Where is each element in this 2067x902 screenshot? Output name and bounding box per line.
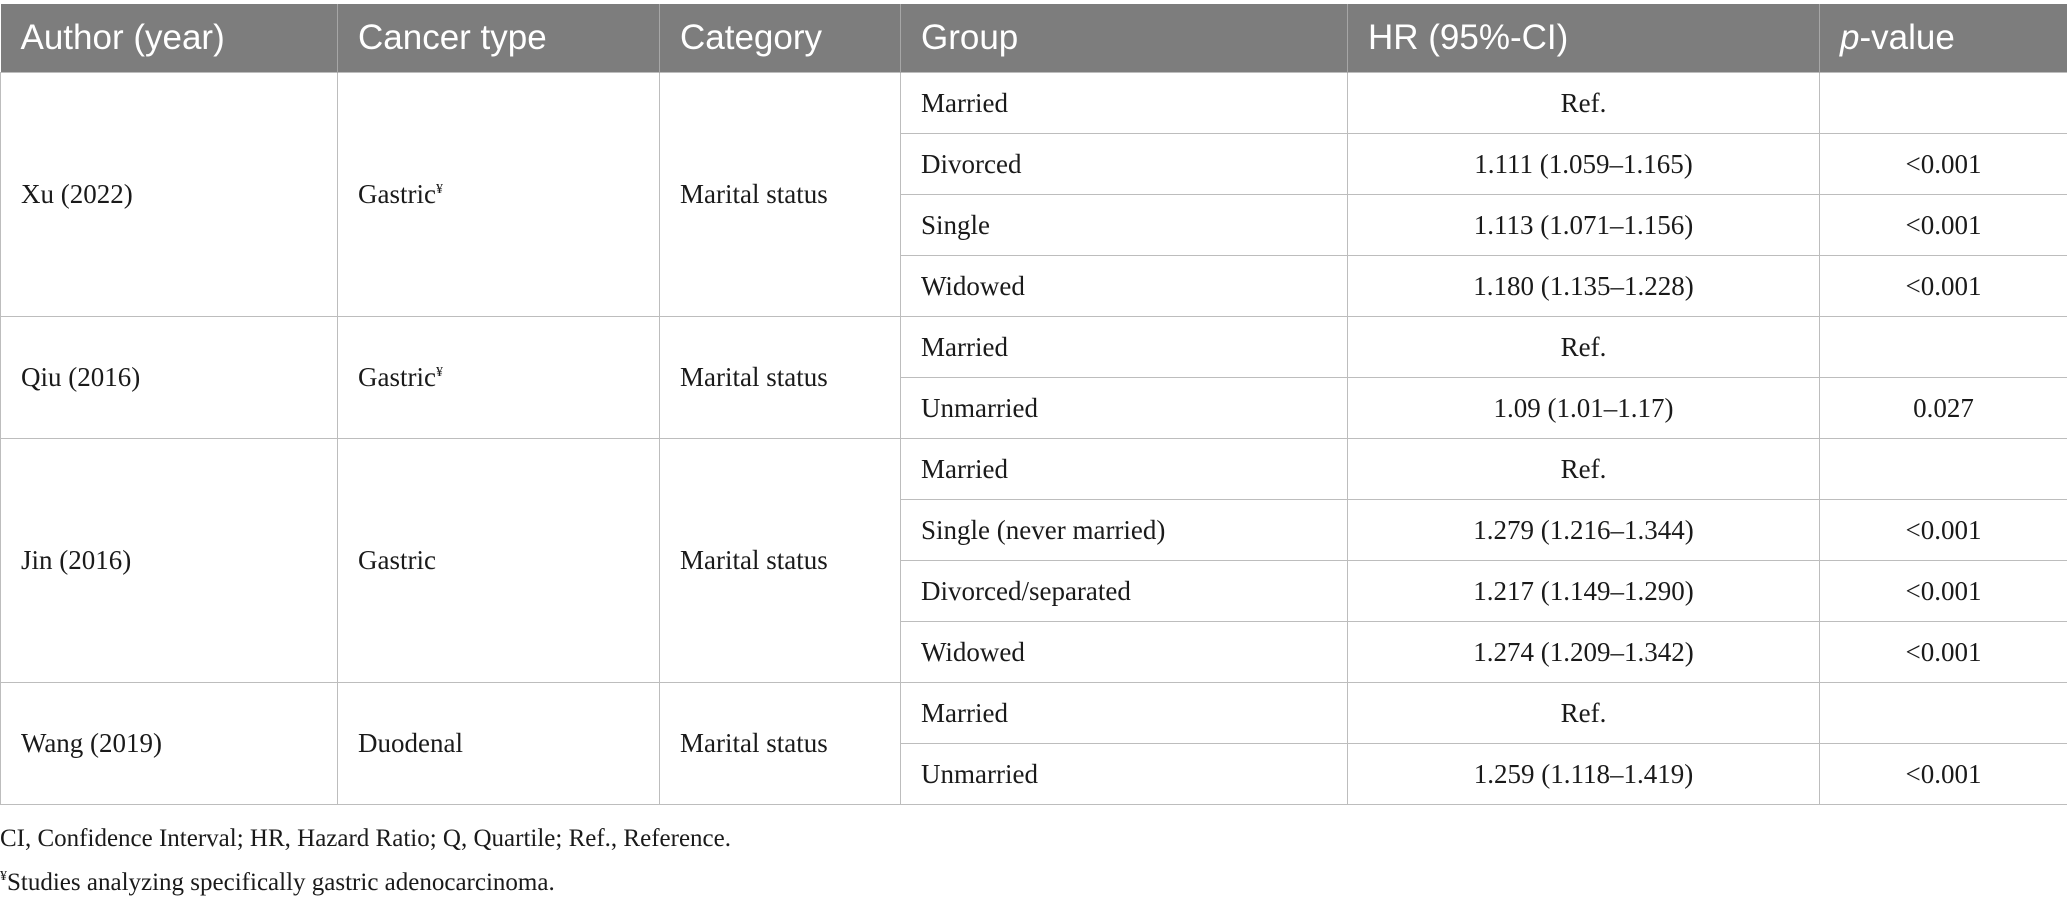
cell-group: Unmarried xyxy=(901,744,1348,805)
cell-category: Marital status xyxy=(660,73,901,317)
cancer-type-mark: ¥ xyxy=(436,182,443,197)
table-row xyxy=(1,439,2067,500)
cancer-type-text: Gastric xyxy=(358,179,436,209)
cell-hr: 1.113 (1.071–1.156) xyxy=(1348,195,1820,256)
header-p-italic: p xyxy=(1840,18,1859,57)
table-row xyxy=(1,683,2067,744)
cell-p-value xyxy=(1820,683,2067,744)
cell-hr: Ref. xyxy=(1348,439,1820,500)
footnote-abbreviations: CI, Confidence Interval; HR, Hazard Ratio; Q, Quartile; Ref., Reference. xyxy=(0,820,731,858)
cell-group: Single (never married) xyxy=(901,500,1348,561)
cell-hr: 1.180 (1.135–1.228) xyxy=(1348,256,1820,317)
cell-category: Marital status xyxy=(660,317,901,439)
cell-hr: 1.217 (1.149–1.290) xyxy=(1348,561,1820,622)
cell-cancer-type xyxy=(338,439,660,683)
cell-cancer-type xyxy=(338,73,660,317)
header-p-rest: -value xyxy=(1859,18,1954,57)
cell-hr: 1.09 (1.01–1.17) xyxy=(1348,378,1820,439)
cancer-type-text: Gastric xyxy=(358,545,436,575)
table-container xyxy=(0,4,2067,805)
cell-author: Qiu (2016) xyxy=(1,317,338,439)
cell-group: Divorced/separated xyxy=(901,561,1348,622)
cell-p-value xyxy=(1820,73,2067,134)
table-row xyxy=(1,317,2067,378)
header-row xyxy=(1,4,2067,73)
cell-p-value: <0.001 xyxy=(1820,134,2067,195)
header-cancer-type: Cancer type xyxy=(338,4,660,73)
cell-author: Wang (2019) xyxy=(1,683,338,805)
cell-group: Divorced xyxy=(901,134,1348,195)
hazard-ratio-table xyxy=(0,4,2067,805)
cell-hr: Ref. xyxy=(1348,683,1820,744)
cell-p-value xyxy=(1820,439,2067,500)
cell-hr: 1.259 (1.118–1.419) xyxy=(1348,744,1820,805)
cancer-type-mark: ¥ xyxy=(436,365,443,380)
cell-p-value: <0.001 xyxy=(1820,744,2067,805)
header-author: Author (year) xyxy=(1,4,338,73)
cancer-type-text: Duodenal xyxy=(358,728,463,758)
cell-group: Widowed xyxy=(901,622,1348,683)
cell-hr: 1.111 (1.059–1.165) xyxy=(1348,134,1820,195)
cell-p-value: 0.027 xyxy=(1820,378,2067,439)
header-category: Category xyxy=(660,4,901,73)
cell-cancer-type xyxy=(338,317,660,439)
cell-p-value: <0.001 xyxy=(1820,622,2067,683)
table-body xyxy=(1,73,2067,805)
cancer-type-text: Gastric xyxy=(358,362,436,392)
cell-group: Married xyxy=(901,73,1348,134)
cell-p-value: <0.001 xyxy=(1820,256,2067,317)
cell-hr: 1.279 (1.216–1.344) xyxy=(1348,500,1820,561)
table-row xyxy=(1,73,2067,134)
cell-p-value: <0.001 xyxy=(1820,500,2067,561)
cell-group: Married xyxy=(901,439,1348,500)
cell-p-value: <0.001 xyxy=(1820,195,2067,256)
cell-hr: 1.274 (1.209–1.342) xyxy=(1348,622,1820,683)
header-hr: HR (95%-CI) xyxy=(1348,4,1820,73)
cell-group: Unmarried xyxy=(901,378,1348,439)
cell-author: Xu (2022) xyxy=(1,73,338,317)
cell-author: Jin (2016) xyxy=(1,439,338,683)
footnotes xyxy=(0,820,731,902)
cell-category: Marital status xyxy=(660,683,901,805)
cell-hr: Ref. xyxy=(1348,73,1820,134)
cell-group: Widowed xyxy=(901,256,1348,317)
cell-cancer-type xyxy=(338,683,660,805)
cell-group: Single xyxy=(901,195,1348,256)
cell-category: Marital status xyxy=(660,439,901,683)
cell-group: Married xyxy=(901,317,1348,378)
footnote-mark: ¥ xyxy=(0,869,7,884)
header-p-value xyxy=(1820,4,2067,73)
footnote-mark-note xyxy=(0,858,731,902)
cell-hr: Ref. xyxy=(1348,317,1820,378)
header-group: Group xyxy=(901,4,1348,73)
cell-p-value xyxy=(1820,317,2067,378)
cell-group: Married xyxy=(901,683,1348,744)
cell-p-value: <0.001 xyxy=(1820,561,2067,622)
footnote-mark-text: Studies analyzing specifically gastric adenocarcinoma. xyxy=(7,869,555,896)
